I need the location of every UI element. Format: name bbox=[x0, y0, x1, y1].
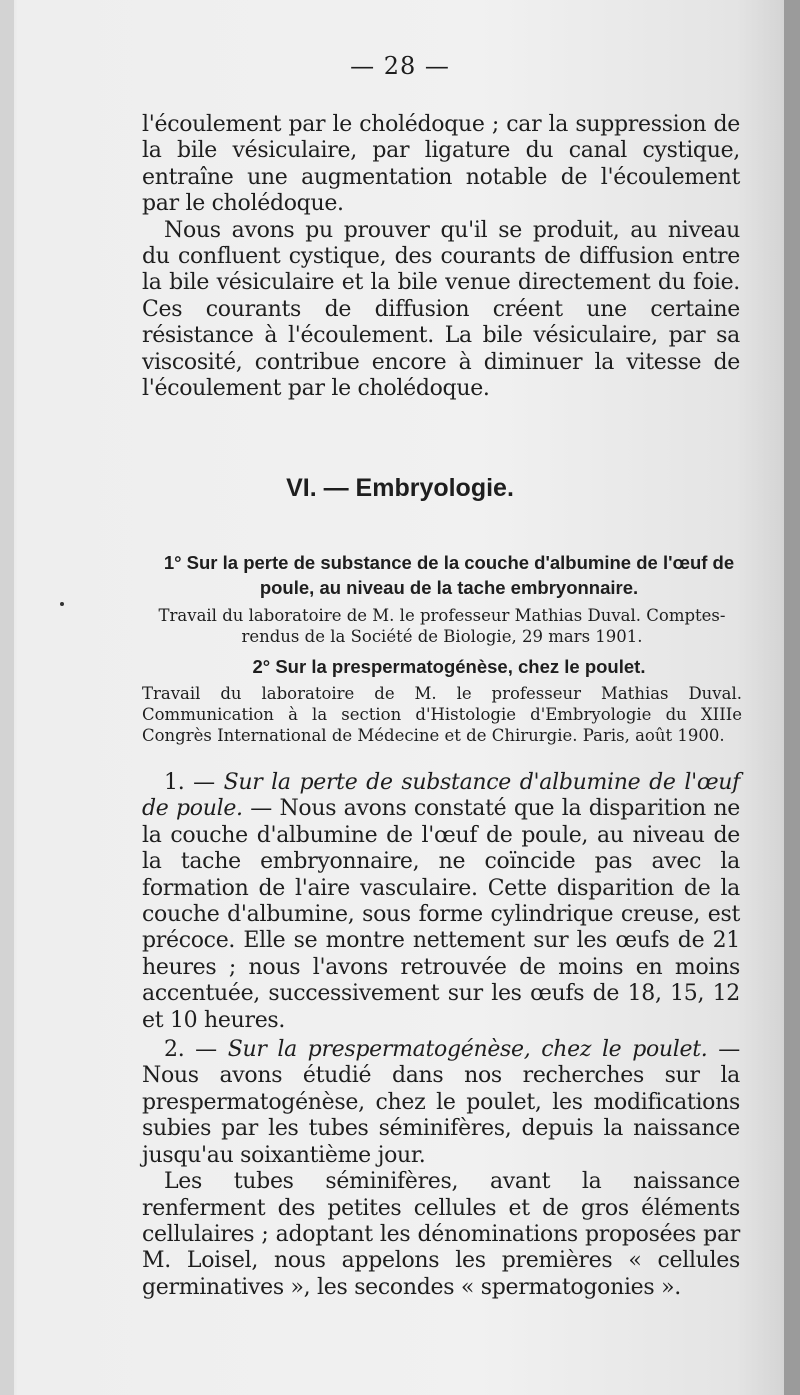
item-1-title: 1° Sur la perte de substance de la couche d'albumine de l'œuf de poule, au niveau de la tache embryonnaire. bbox=[163, 552, 735, 598]
paragraph-5: Les tubes séminifères, avant la naissance renferment des petites cellules et de gros éléments cellulaires ; adoptant les dénominations proposées par M. Loisel, nous appelons les premières « cellules germinatives », les secondes « spermatogonies ». bbox=[142, 1169, 740, 1300]
section-heading: VI. — Embryologie. bbox=[286, 474, 514, 502]
paragraph-4-lead: 2. — bbox=[164, 1037, 217, 1063]
page-left-edge bbox=[0, 0, 14, 1395]
paragraph-4-title: Sur la prespermatogénèse, chez le poulet. bbox=[227, 1037, 708, 1063]
paragraph-4-body: — Nous avons étudié dans nos recherches sur la prespermatogénèse, chez le poulet, les modifications subies par les tubes séminifères, depuis la naissance jusqu'au soixantième jour. bbox=[142, 1037, 740, 1168]
paragraph-block-bottom bbox=[142, 770, 740, 1301]
page-number: — 28 — bbox=[350, 52, 450, 80]
paragraph-block-top bbox=[142, 112, 740, 402]
paragraph-2: Nous avons pu prouver qu'il se produit, au niveau du confluent cystique, des courants de diffusion entre la bile vésiculaire et la bile venue directement du foie. Ces courants de diffusion créent une certaine résistance à l'écoulement. La bile vésiculaire, par sa viscosité, contribue encore à diminuer la vitesse de l'écoulement par le cholédoque. bbox=[142, 217, 740, 402]
paragraph-3 bbox=[142, 770, 740, 1034]
item-2-title: 2° Sur la prespermatogénèse, chez le poulet. bbox=[252, 656, 646, 677]
page-right-edge bbox=[784, 0, 800, 1395]
paragraph-3-body: — Nous avons constaté que la disparition ne la couche d'albumine de l'œuf de poule, au niveau de la tache embryonnaire, ne coïncide pas avec la formation de l'aire vasculaire. Cette disparition de la couche d'albumine, sous forme cylindrique creuse, est précoce. Elle se montre nettement sur les œufs de 21 heures ; nous l'avons retrouvée de moins en moins accentuée, successivement sur les œufs de 18, 15, 12 et 10 heures. bbox=[142, 796, 740, 1033]
item-1-reference: Travail du laboratoire de M. le professeur Mathias Duval. Comptes-rendus de la Société de Biologie, 29 mars 1901. bbox=[158, 606, 726, 646]
paragraph-3-lead: 1. — bbox=[164, 770, 215, 795]
paragraph-3-title: Sur la perte de substance d'albumine de l'œuf de poule. bbox=[142, 770, 740, 822]
item-2-reference: Travail du laboratoire de M. le professeur Mathias Duval. Communication à la section d'Histologie d'Embryologie du XIIIe Congrès International de Médecine et de Chirurgie. Paris, août 1900. bbox=[142, 684, 742, 745]
paragraph-4 bbox=[142, 1037, 740, 1169]
paragraph-1: l'écoulement par le cholédoque ; car la suppression de la bile vésiculaire, par ligature du canal cystique, entraîne une augmentation notable de l'écoulement par le cholédoque. bbox=[142, 112, 740, 217]
ink-speck bbox=[60, 602, 64, 606]
